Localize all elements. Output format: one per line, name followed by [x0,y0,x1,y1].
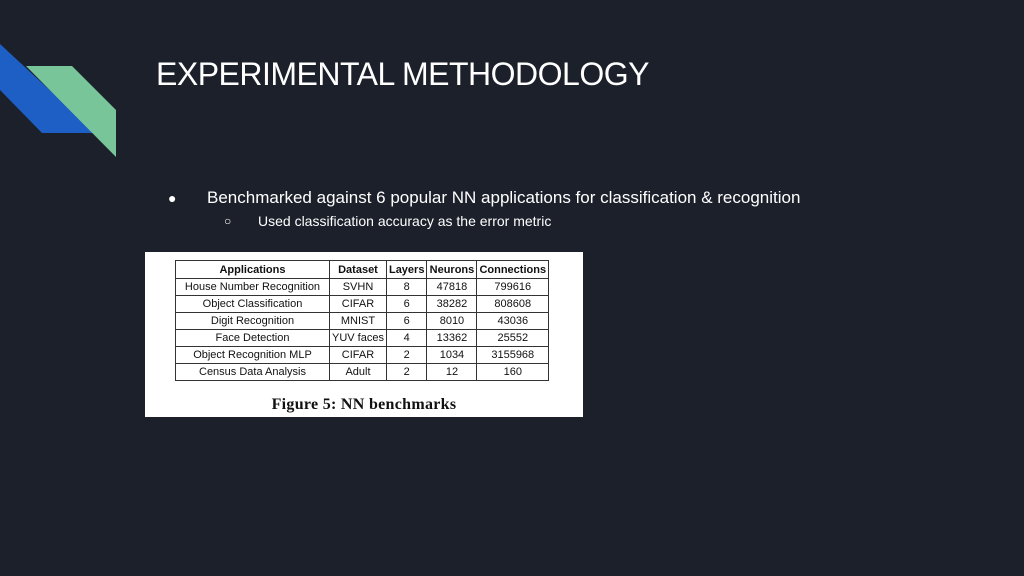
cell-connections: 160 [477,364,549,381]
slide-title: EXPERIMENTAL METHODOLOGY [156,56,649,92]
table-row [176,296,549,313]
sub-bullet-text: Used classification accuracy as the error metric [258,213,552,229]
table-row [176,330,549,347]
sub-bullet-item [166,210,800,232]
figure-caption: Figure 5: NN benchmarks [271,396,457,413]
cell-dataset: Adult [330,364,387,381]
cell-layers: 2 [386,347,426,364]
cell-layers: 6 [386,313,426,330]
cell-application: Digit Recognition [176,313,330,330]
header-layers: Layers [386,261,426,279]
header-connections: Connections [477,261,549,279]
cell-layers: 4 [386,330,426,347]
cell-dataset: CIFAR [330,347,387,364]
cell-application: Object Recognition MLP [176,347,330,364]
benchmark-figure [145,252,583,417]
cell-connections: 808608 [477,296,549,313]
table-header-row [176,261,549,279]
cell-application: Census Data Analysis [176,364,330,381]
header-dataset: Dataset [330,261,387,279]
cell-connections: 43036 [477,313,549,330]
cell-neurons: 13362 [427,330,477,347]
bullet-dot-icon: ● [168,190,177,206]
cell-connections: 25552 [477,330,549,347]
cell-neurons: 8010 [427,313,477,330]
sub-bullet-circle-icon: ○ [224,214,232,228]
cell-dataset: CIFAR [330,296,387,313]
cell-application: Object Classification [176,296,330,313]
benchmark-table [175,260,549,381]
cell-application: Face Detection [176,330,330,347]
bullet-text: Benchmarked against 6 popular NN applications for classification & recognition [207,188,801,207]
cell-layers: 6 [386,296,426,313]
cell-neurons: 38282 [427,296,477,313]
table-row [176,279,549,296]
cell-dataset: YUV faces [330,330,387,347]
header-applications: Applications [176,261,330,279]
cell-layers: 2 [386,364,426,381]
cell-connections: 3155968 [477,347,549,364]
cell-neurons: 47818 [427,279,477,296]
table-row [176,347,549,364]
table-row [176,313,549,330]
decorative-stripes [0,0,130,170]
cell-connections: 799616 [477,279,549,296]
cell-layers: 8 [386,279,426,296]
cell-dataset: MNIST [330,313,387,330]
cell-neurons: 12 [427,364,477,381]
cell-dataset: SVHN [330,279,387,296]
cell-application: House Number Recognition [176,279,330,296]
table-row [176,364,549,381]
cell-neurons: 1034 [427,347,477,364]
bullet-item [166,186,800,210]
bullet-list [166,186,800,232]
header-neurons: Neurons [427,261,477,279]
